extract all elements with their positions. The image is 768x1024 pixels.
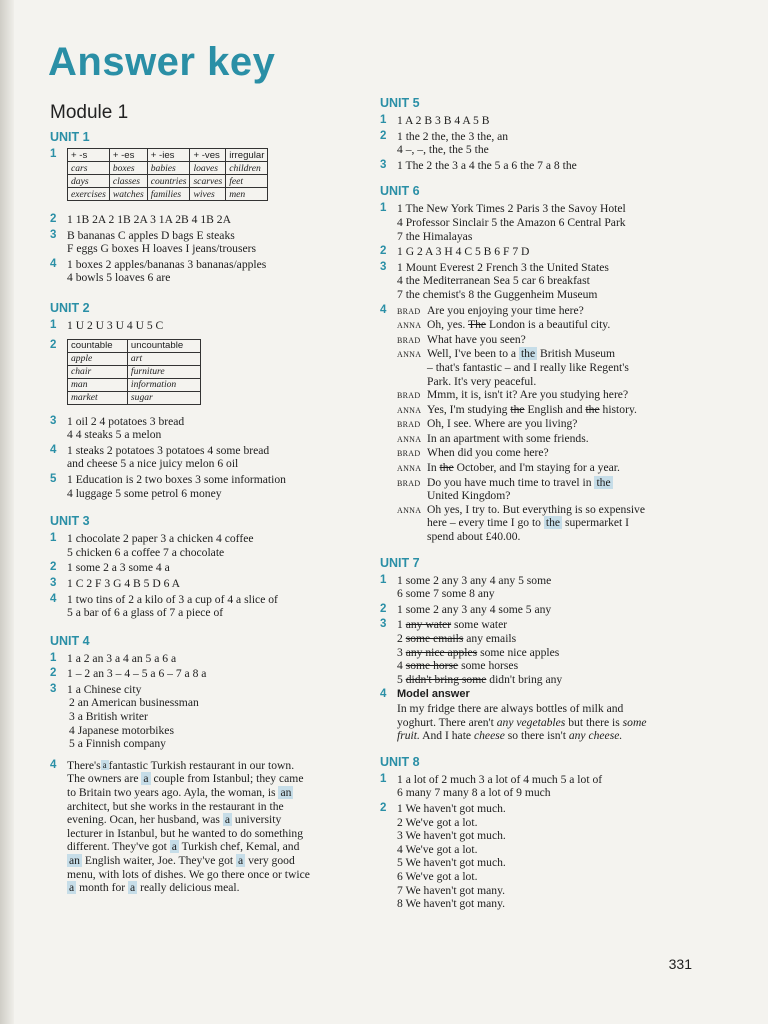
- table-cell: man: [68, 378, 128, 391]
- exercise-3: [50, 415, 368, 442]
- answer-line: 4 –, –, the, the 5 the: [397, 143, 489, 157]
- exercise-number: 1: [380, 573, 387, 586]
- table-cell: wives: [190, 188, 226, 201]
- exercise-number: 1: [380, 772, 387, 785]
- unit-4: [50, 634, 368, 895]
- exercise-number: 1: [50, 651, 57, 664]
- exercise-number: 1: [380, 202, 387, 215]
- item-number: 2: [397, 632, 403, 645]
- exercise-2: [50, 213, 368, 227]
- table-cell: market: [68, 391, 128, 404]
- answer-line: F eggs G boxes H loaves I jeans/trousers: [67, 242, 257, 256]
- text: United Kingdom?: [427, 489, 511, 503]
- exercise-number: 1: [50, 318, 57, 331]
- exercise-number: 1: [380, 114, 387, 126]
- table-cell: days: [68, 175, 110, 188]
- highlighted-article: the: [596, 475, 611, 489]
- speaker: BRAD: [397, 449, 421, 459]
- answer-line: 1 two tins of 2 a kilo of 3 a cup of 4 a slice of: [67, 592, 278, 606]
- table-cell: classes: [109, 175, 147, 188]
- dialogue: [397, 304, 698, 544]
- highlighted-article: an: [280, 786, 292, 800]
- table-row: [68, 378, 201, 391]
- highlighted-article: the: [545, 516, 561, 530]
- answer-line: 1 – 2 an 3 – 4 – 5 a 6 – 7 a 8 a: [67, 667, 207, 681]
- unit-title: UNIT 3: [50, 514, 90, 529]
- exercise-number: 3: [380, 158, 387, 171]
- answer-line: 3 a British writer: [69, 710, 148, 724]
- exercise-number: 3: [50, 682, 57, 695]
- answer-line: 1 boxes 2 apples/bananas 3 bananas/apples: [67, 257, 267, 271]
- exercise-4: [50, 759, 368, 895]
- text: When did you come here?: [427, 446, 549, 460]
- exercise-1: [50, 148, 368, 201]
- exercise-2: [380, 802, 698, 911]
- exercise-number: 2: [50, 561, 57, 574]
- exercise-4: [380, 688, 698, 742]
- answer-line: 1 steaks 2 potatoes 3 potatoes 4 some bread: [67, 443, 270, 457]
- exercise-number: 2: [380, 245, 387, 258]
- exercise-3: [380, 618, 698, 686]
- text: month for: [79, 881, 126, 895]
- answer-line: 1 a Chinese city: [67, 682, 142, 696]
- exercise-3: [50, 229, 368, 256]
- speaker: BRAD: [397, 391, 421, 401]
- crossed-out-phrase: any nice apples: [405, 645, 478, 659]
- speaker: ANNA: [397, 434, 422, 444]
- answer-line: 1 C 2 F 3 G 4 B 5 D 6 A: [67, 576, 181, 590]
- answer-line: 4 the Mediterranean Sea 5 car 6 breakfast: [397, 274, 590, 288]
- answer-line: 1 1B 2A 2 1B 2A 3 1A 2B 4 1B 2A: [67, 213, 231, 226]
- answer-line: 6 We've got a lot.: [397, 869, 478, 883]
- table-header: irregular: [226, 149, 268, 162]
- answer-line: 4 4 steaks 5 a melon: [67, 428, 162, 442]
- answer-line: 8 We haven't got many.: [397, 897, 506, 911]
- text: October, and I'm staying for a year.: [456, 461, 620, 475]
- answer-line: 1 A 2 B 3 B 4 A 5 B: [397, 114, 490, 127]
- table-cell: countries: [147, 175, 190, 188]
- table-header: + -ves: [190, 149, 226, 162]
- exercise-number: 1: [50, 148, 57, 160]
- exercise-5: [50, 473, 368, 500]
- table-cell: cars: [68, 162, 110, 175]
- correction: some water: [454, 618, 508, 632]
- text: Mmm, it is, isn't it? Are you studying here?: [427, 388, 629, 402]
- text: English and: [527, 402, 583, 416]
- text: architect, but she works in the restaurant in the: [67, 799, 284, 813]
- table-header: + -es: [109, 149, 147, 162]
- text: Park. It's very peaceful.: [427, 374, 537, 388]
- speaker: ANNA: [397, 464, 422, 474]
- answer-line: 6 many 7 many 8 a lot of 9 much: [397, 786, 551, 800]
- table-cell: watches: [109, 188, 147, 201]
- text: There's: [67, 758, 101, 772]
- answer-line: 4 bowls 5 loaves 6 are: [67, 271, 171, 285]
- text: but there is: [568, 715, 620, 729]
- exercise-number: 4: [380, 688, 387, 701]
- exercise-number: 2: [380, 801, 387, 814]
- unit-title: UNIT 1: [50, 130, 90, 144]
- table-row: [68, 188, 268, 201]
- exercise-number: 3: [380, 260, 387, 273]
- exercise-3: [50, 683, 368, 751]
- text: couple from Istanbul; they came: [153, 772, 304, 786]
- crossed-out-phrase: some emails: [405, 632, 464, 645]
- exercise-4: [50, 444, 368, 471]
- text: university: [234, 813, 282, 827]
- answer-line: 2 an American businessman: [69, 696, 199, 710]
- answer-line: B bananas C apples D bags E steaks: [67, 228, 235, 242]
- exercise-number: 4: [50, 257, 57, 270]
- right-column: [380, 96, 698, 913]
- text: What have you seen?: [427, 332, 526, 346]
- text: Oh, I see. Where are you living?: [427, 417, 578, 431]
- exercise-2: [380, 130, 698, 157]
- unit-title: UNIT 4: [50, 633, 90, 648]
- table-cell: apple: [68, 352, 128, 365]
- answer-line: and cheese 5 a nice juicy melon 6 oil: [67, 457, 239, 471]
- text: here – every time I go to: [427, 516, 541, 530]
- crossed-out-article: The: [468, 318, 487, 332]
- italic-phrase: any vegetables: [496, 715, 566, 729]
- unit-title: UNIT 5: [380, 96, 420, 110]
- exercise-1: [380, 773, 698, 800]
- exercise-3: [50, 577, 368, 591]
- text: to Britain two years ago. Ayla, the woman, is: [67, 786, 276, 800]
- highlighted-article: a: [102, 759, 107, 770]
- unit-8: [380, 755, 698, 911]
- text: Oh yes, I try to. But everything is so expensive: [427, 502, 645, 516]
- highlighted-article: a: [238, 854, 244, 867]
- exercise-3: [380, 159, 698, 173]
- italic-phrase: fruit.: [397, 729, 420, 743]
- item-number: 3: [397, 645, 403, 659]
- highlighted-article: a: [130, 881, 136, 895]
- text: menu, with lots of dishes. We go there once or twice: [67, 867, 310, 881]
- exercise-4: [380, 304, 698, 544]
- exercise-1: [380, 574, 698, 601]
- table-header: + -s: [68, 149, 110, 162]
- speaker: BRAD: [397, 306, 421, 316]
- answer-line: 1 oil 2 4 potatoes 3 bread: [67, 414, 185, 428]
- table-cell: loaves: [190, 162, 226, 175]
- answer-line: 5 a bar of 6 a glass of 7 a piece of: [67, 606, 224, 620]
- exercise-number: 4: [50, 758, 57, 771]
- table-cell: children: [226, 162, 268, 175]
- highlighted-article: a: [69, 881, 75, 895]
- unit-1: [50, 130, 368, 285]
- exercise-number: 2: [380, 129, 387, 142]
- answer-line: 2 We've got a lot.: [397, 815, 478, 829]
- text: Yes, I'm studying: [427, 402, 508, 416]
- answer-line: 1 We haven't got much.: [397, 801, 506, 815]
- unit-title: UNIT 7: [380, 555, 420, 570]
- page-title: Answer key: [48, 40, 276, 84]
- text: In an apartment with some friends.: [427, 431, 589, 445]
- text: British Museum: [540, 347, 616, 361]
- correction-line: [397, 673, 698, 687]
- answer-line: 1 The 2 the 3 a 4 the 5 a 6 the 7 a 8 the: [397, 158, 577, 172]
- answer-line: 7 the chemist's 8 the Guggenheim Museum: [397, 287, 598, 301]
- unit-2: [50, 301, 368, 500]
- module-title: Module 1: [50, 102, 129, 123]
- table-header: + -ies: [147, 149, 190, 162]
- answer-line: 5 chicken 6 a coffee 7 a chocolate: [67, 545, 225, 559]
- text: evening. Ocan, her husband, was: [67, 813, 220, 827]
- text: supermarket I: [564, 516, 630, 530]
- exercise-number: 1: [50, 532, 57, 545]
- crossed-out-article: the: [510, 402, 525, 416]
- plural-table: [67, 148, 268, 201]
- table-cell: art: [127, 352, 200, 365]
- answer-line: 6 some 7 some 8 any: [397, 587, 495, 601]
- unit-7: [380, 556, 698, 743]
- exercise-4: [50, 593, 368, 620]
- table-row: [68, 352, 201, 365]
- text: spend about £40.00.: [427, 530, 521, 544]
- correction: some horses: [461, 659, 519, 673]
- answer-line: 5 We haven't got much.: [397, 856, 506, 870]
- text: English waiter, Joe. They've got: [84, 854, 234, 867]
- answer-line: 1 The New York Times 2 Paris 3 the Savoy Hotel: [397, 202, 626, 216]
- exercise-2: [50, 667, 368, 681]
- unit-5: [380, 96, 698, 172]
- item-number: 4: [397, 659, 403, 673]
- table-row: [68, 365, 201, 378]
- table-cell: babies: [147, 162, 190, 175]
- text: – that's fantastic – and I really like Regent's: [427, 360, 629, 374]
- text: Are you enjoying your time here?: [427, 303, 584, 317]
- unit-title: UNIT 2: [50, 300, 90, 315]
- crossed-out-article: the: [585, 402, 600, 416]
- answer-line: 7 We haven't got many.: [397, 883, 506, 897]
- answer-line: 1 some 2 any 3 any 4 any 5 some: [397, 573, 552, 587]
- table-row: [68, 391, 201, 404]
- correction-line: [397, 646, 698, 660]
- exercise-number: 4: [50, 443, 57, 456]
- table-cell: information: [127, 378, 200, 391]
- unit-title: UNIT 8: [380, 754, 420, 769]
- table-cell: sugar: [127, 391, 200, 404]
- item-number: 1: [397, 618, 403, 632]
- exercise-1: [380, 114, 698, 128]
- correction-line: [397, 618, 698, 632]
- exercise-number: 2: [380, 602, 387, 615]
- speaker: ANNA: [397, 405, 422, 415]
- exercise-number: 3: [380, 618, 387, 631]
- exercise-number: 4: [50, 592, 57, 605]
- exercise-1: [50, 652, 368, 666]
- exercise-number: 4: [380, 303, 387, 316]
- page-number: 331: [668, 956, 692, 972]
- crossed-out-phrase: didn't bring some: [405, 672, 487, 686]
- answer-line: 5 a Finnish company: [69, 737, 166, 751]
- exercise-number: 2: [50, 213, 57, 225]
- text: really delicious meal.: [140, 881, 240, 895]
- table-cell: families: [147, 188, 190, 201]
- exercise-1: [50, 532, 368, 559]
- answer-line: 1 the 2 the, the 3 the, an: [397, 129, 509, 143]
- exercise-3: [380, 261, 698, 302]
- text: history.: [602, 402, 637, 416]
- correction: any emails: [466, 632, 517, 645]
- italic-phrase: cheese: [473, 729, 505, 743]
- exercise-4: [50, 258, 368, 285]
- answer-line: 1 Education is 2 two boxes 3 some information: [67, 472, 286, 486]
- exercise-number: 2: [50, 338, 57, 351]
- unit-title: UNIT 6: [380, 184, 420, 199]
- exercise-number: 5: [50, 472, 57, 485]
- model-answer-label: Model answer: [397, 688, 470, 701]
- speaker: ANNA: [397, 321, 422, 331]
- text: different. They've got: [67, 840, 167, 854]
- table-cell: scarves: [190, 175, 226, 188]
- text: The owners are: [67, 772, 139, 786]
- highlighted-article: a: [224, 813, 230, 827]
- table-row: [68, 175, 268, 188]
- text: very good: [248, 854, 295, 867]
- answer-line: 7 the Himalayas: [397, 229, 473, 243]
- correction: didn't bring any: [489, 672, 563, 686]
- exercise-number: 3: [50, 576, 57, 589]
- answer-line: 3 We haven't got much.: [397, 829, 506, 843]
- exercise-1: [50, 319, 368, 333]
- paragraph: [67, 759, 368, 895]
- table-cell: boxes: [109, 162, 147, 175]
- text: yoghurt. There aren't: [397, 715, 494, 729]
- exercise-number: 3: [50, 228, 57, 241]
- answer-line: 1 some 2 any 3 any 4 some 5 any: [397, 602, 552, 616]
- correction: some nice apples: [480, 645, 560, 659]
- italic-phrase: any cheese.: [568, 729, 623, 743]
- speaker: BRAD: [397, 478, 421, 488]
- table-header: uncountable: [127, 339, 200, 352]
- exercise-number: 2: [50, 667, 57, 680]
- speaker: BRAD: [397, 420, 421, 430]
- italic-phrase: some: [622, 715, 647, 729]
- exercise-2: [380, 603, 698, 617]
- answer-line: 1 G 2 A 3 H 4 C 5 B 6 F 7 D: [397, 245, 530, 259]
- text: so there isn't: [507, 729, 566, 743]
- crossed-out-phrase: some horse: [405, 659, 459, 673]
- text: London is a beautiful city.: [488, 318, 611, 332]
- exercise-2: [50, 561, 368, 575]
- exercise-1: [380, 202, 698, 243]
- text: fantastic Turkish restaurant in our town.: [108, 758, 295, 772]
- answer-line: 1 chocolate 2 paper 3 a chicken 4 coffee: [67, 532, 254, 546]
- crossed-out-article: the: [439, 461, 454, 475]
- table-cell: chair: [68, 365, 128, 378]
- answer-line: 4 We've got a lot.: [397, 842, 478, 856]
- answer-line: 1 a lot of 2 much 3 a lot of 4 much 5 a lot of: [397, 772, 603, 786]
- table-cell: feet: [226, 175, 268, 188]
- highlighted-article: an: [69, 854, 80, 867]
- crossed-out-phrase: any water: [405, 618, 452, 632]
- answer-line: 4 Japanese motorbikes: [69, 723, 174, 737]
- text: Well, I've been to a: [427, 347, 517, 361]
- highlighted-article: a: [171, 840, 177, 854]
- table-cell: men: [226, 188, 268, 201]
- text: In: [427, 461, 437, 475]
- table-header: countable: [68, 339, 128, 352]
- text: Do you have much time to travel in: [427, 475, 592, 489]
- unit-6: [380, 184, 698, 543]
- highlighted-article: the: [520, 347, 536, 361]
- item-number: 5: [397, 672, 403, 686]
- answer-line: 1 some 2 a 3 some 4 a: [67, 561, 170, 575]
- answer-line: 1 Mount Everest 2 French 3 the United States: [397, 260, 609, 274]
- countable-table: [67, 339, 201, 405]
- text: lecturer in Istanbul, but he wanted to do something: [67, 826, 304, 840]
- exercise-number: 3: [50, 414, 57, 427]
- exercise-2: [380, 245, 698, 259]
- speaker: ANNA: [397, 350, 422, 360]
- answer-line: 4 Professor Sinclair 5 the Amazon 6 Central Park: [397, 215, 626, 229]
- answer-line: 1 a 2 an 3 a 4 an 5 a 6 a: [67, 651, 177, 665]
- left-column: [50, 130, 368, 897]
- text: Turkish chef, Kemal, and: [181, 840, 300, 854]
- correction-line: [397, 659, 698, 673]
- speaker: ANNA: [397, 505, 422, 515]
- unit-3: [50, 514, 368, 620]
- table-cell: furniture: [127, 365, 200, 378]
- table-row: [68, 162, 268, 175]
- highlighted-article: a: [143, 772, 149, 786]
- answer-line: 4 luggage 5 some petrol 6 money: [67, 486, 222, 500]
- exercise-2: [50, 339, 368, 405]
- text: Oh, yes.: [427, 318, 466, 332]
- table-cell: exercises: [68, 188, 110, 201]
- correction-line: [397, 632, 698, 646]
- text: And I hate: [422, 729, 472, 743]
- answer-line: 1 U 2 U 3 U 4 U 5 C: [67, 318, 164, 332]
- text: In my fridge there are always bottles of milk and: [397, 701, 624, 715]
- speaker: BRAD: [397, 335, 421, 345]
